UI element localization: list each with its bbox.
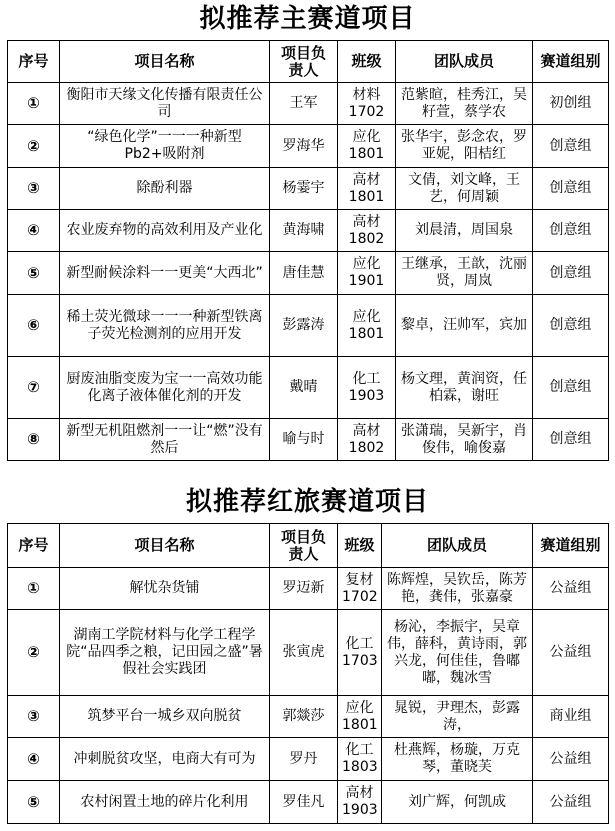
cell-seq: ①	[8, 83, 60, 125]
cell-class: 化工1903	[338, 357, 396, 419]
table-row	[8, 210, 609, 252]
cell-class: 应化1801	[338, 696, 382, 738]
table-row	[8, 168, 609, 210]
cell-class: 复材1702	[338, 568, 382, 610]
cell-class: 应化1801	[338, 295, 396, 357]
header-track-group: 赛道组别	[533, 41, 609, 83]
cell-track-group: 创意组	[533, 252, 609, 295]
cell-members: 杜燕辉，杨璇，万克琴，董晓芙	[382, 738, 533, 781]
header-seq: 序号	[8, 41, 60, 83]
header-class: 班级	[338, 41, 396, 83]
cell-project-name: 新型耐候涂料一一更美“大西北”	[60, 252, 270, 295]
cell-leader: 喻与时	[270, 419, 338, 461]
cell-seq: ⑥	[8, 295, 60, 357]
table-row	[8, 610, 609, 696]
cell-project-name: 衡阳市天缘文化传播有限责任公司	[60, 83, 270, 125]
cell-track-group: 初创组	[533, 83, 609, 125]
table-row	[8, 568, 609, 610]
cell-class: 高材1903	[338, 781, 382, 824]
cell-members: 黎卓，汪帅军，宾加	[396, 295, 533, 357]
cell-leader: 郭燚莎	[270, 696, 338, 738]
cell-class: 材料1702	[338, 83, 396, 125]
cell-leader: 彭露涛	[270, 295, 338, 357]
section-title-main-track: 拟推荐主赛道项目	[199, 4, 416, 34]
cell-seq: ⑤	[8, 252, 60, 295]
header-seq: 序号	[8, 524, 60, 568]
cell-leader: 罗迈新	[270, 568, 338, 610]
table-row	[8, 781, 609, 824]
cell-members: 陈辉煌，吴钦岳，陈芳艳，龚伟，张嘉豪	[382, 568, 533, 610]
header-leader: 项目负责人	[270, 524, 338, 568]
cell-class: 化工1703	[338, 610, 382, 696]
cell-track-group: 创意组	[533, 357, 609, 419]
table-row	[8, 125, 609, 168]
cell-class: 高材1802	[338, 210, 396, 252]
cell-project-name: 除酚利器	[60, 168, 270, 210]
cell-leader: 黄海啸	[270, 210, 338, 252]
cell-members: 王继承，王歆，沈丽贤，周岚	[396, 252, 533, 295]
table-row	[8, 696, 609, 738]
header-project-name: 项目名称	[60, 41, 270, 83]
cell-members: 张潇瑞，吴新宇，肖俊伟，喻俊嘉	[396, 419, 533, 461]
cell-members: 杨沁，李振宇，吴章伟，薛科，黄诗雨，郭兴龙，何佳佳，鲁嘟嘟，魏冰雪	[382, 610, 533, 696]
cell-track-group: 创意组	[533, 210, 609, 252]
main-track-table	[7, 40, 609, 461]
cell-members: 杨文理，黄润资，任柏霖，谢旺	[396, 357, 533, 419]
header-leader: 项目负责人	[270, 41, 338, 83]
table-row	[8, 357, 609, 419]
header-class: 班级	[338, 524, 382, 568]
cell-project-name: 筑梦平台一城乡双向脱贫	[60, 696, 270, 738]
table-header-row	[8, 41, 609, 83]
cell-class: 化工1803	[338, 738, 382, 781]
cell-track-group: 公益组	[533, 610, 609, 696]
cell-track-group: 创意组	[533, 168, 609, 210]
cell-project-name: “绿色化学”一一一种新型Pb2+吸附剂	[60, 125, 270, 168]
cell-seq: ⑤	[8, 781, 60, 824]
cell-class: 高材1802	[338, 419, 396, 461]
cell-seq: ⑧	[8, 419, 60, 461]
cell-class: 高材1801	[338, 168, 396, 210]
cell-seq: ④	[8, 738, 60, 781]
cell-project-name: 农业废弃物的高效利用及产业化	[60, 210, 270, 252]
cell-project-name: 新型无机阻燃剂一一让“燃”没有然后	[60, 419, 270, 461]
cell-leader: 张寅虎	[270, 610, 338, 696]
cell-seq: ⑦	[8, 357, 60, 419]
cell-project-name: 厨废油脂变废为宝一一高效功能化离子液体催化剂的开发	[60, 357, 270, 419]
cell-leader: 杨霎宇	[270, 168, 338, 210]
cell-leader: 罗佳凡	[270, 781, 338, 824]
cell-leader: 王军	[270, 83, 338, 125]
cell-seq: ②	[8, 610, 60, 696]
cell-members: 张华宇，彭念农，罗亚妮，阳桔红	[396, 125, 533, 168]
cell-project-name: 湖南工学院材料与化学工程学院“品四季之粮，记田园之盛”暑假社会实践团	[60, 610, 270, 696]
section-title-red-tour-track: 拟推荐红旅赛道项目	[185, 487, 429, 517]
cell-track-group: 创意组	[533, 419, 609, 461]
table-row	[8, 83, 609, 125]
cell-project-name: 稀土荧光微球一一一种新型铁离子荧光检测剂的应用开发	[60, 295, 270, 357]
cell-leader: 罗丹	[270, 738, 338, 781]
table-header-row	[8, 524, 609, 568]
cell-track-group: 公益组	[533, 781, 609, 824]
cell-track-group: 公益组	[533, 568, 609, 610]
cell-class: 应化1801	[338, 125, 396, 168]
cell-leader: 戴晴	[270, 357, 338, 419]
cell-seq: ③	[8, 168, 60, 210]
cell-members: 刘晨清，周国泉	[396, 210, 533, 252]
header-members: 团队成员	[382, 524, 533, 568]
red-tour-track-table	[7, 523, 609, 824]
table-row	[8, 738, 609, 781]
cell-project-name: 农村闲置土地的碎片化利用	[60, 781, 270, 824]
cell-members: 晁锐，尹理杰，彭露涛，	[382, 696, 533, 738]
table-row	[8, 295, 609, 357]
table-row	[8, 252, 609, 295]
cell-members: 文倩，刘文峰，王艺，何周颖	[396, 168, 533, 210]
cell-members: 范紫暄，桂秀江，吴籽萱，蔡学农	[396, 83, 533, 125]
cell-track-group: 创意组	[533, 125, 609, 168]
cell-track-group: 公益组	[533, 738, 609, 781]
header-track-group: 赛道组别	[533, 524, 609, 568]
header-project-name: 项目名称	[60, 524, 270, 568]
cell-class: 应化1901	[338, 252, 396, 295]
cell-track-group: 商业组	[533, 696, 609, 738]
cell-track-group: 创意组	[533, 295, 609, 357]
header-members: 团队成员	[396, 41, 533, 83]
table-row	[8, 419, 609, 461]
cell-seq: ①	[8, 568, 60, 610]
cell-project-name: 冲刺脱贫攻坚，电商大有可为	[60, 738, 270, 781]
cell-seq: ③	[8, 696, 60, 738]
cell-leader: 罗海华	[270, 125, 338, 168]
cell-seq: ②	[8, 125, 60, 168]
cell-leader: 唐佳慧	[270, 252, 338, 295]
cell-seq: ④	[8, 210, 60, 252]
cell-project-name: 解忧杂货铺	[60, 568, 270, 610]
cell-members: 刘广辉，何凯成	[382, 781, 533, 824]
